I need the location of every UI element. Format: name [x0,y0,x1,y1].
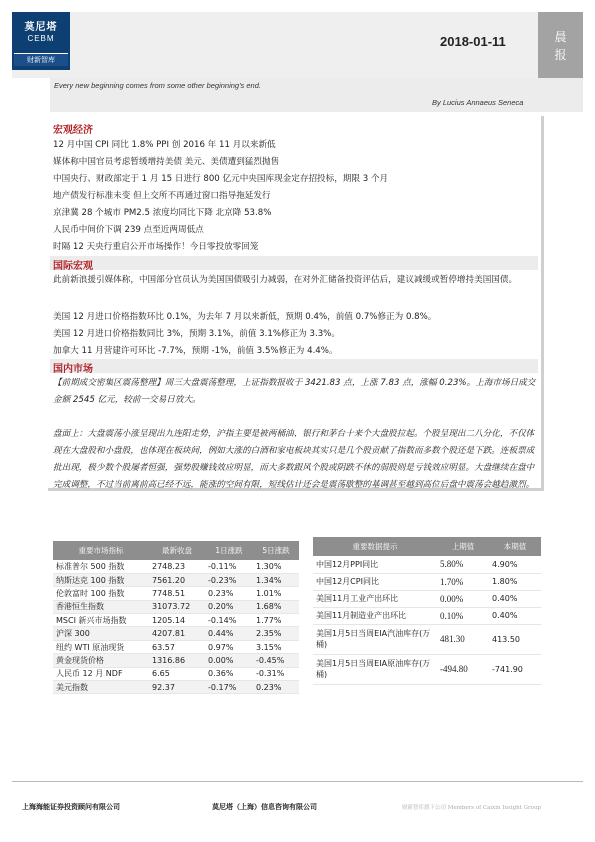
col-header: 上期值 [437,537,489,556]
table-row [53,627,299,640]
key-data-table [313,537,541,685]
cell: 0.40% [489,607,541,624]
table-row [313,590,541,607]
table-row [53,600,299,613]
footer-divider [12,781,583,782]
cell: 413.50 [489,624,541,654]
footer-company-mid: 莫尼塔（上海）信息咨询有限公司 [212,803,317,811]
macro-item: 中国央行、财政部定于 1 月 15 日进行 800 亿元中央国库现金定存招投标，期限 3 个月 [53,174,389,184]
col-header: 最新收盘 [149,541,205,560]
cell: -0.14% [205,614,253,627]
col-header: 1日涨跌 [205,541,253,560]
cell: 4207.81 [149,627,205,640]
market-indicators-table [53,541,299,694]
intl-paragraph: 此前新浪援引媒体称，中国部分官员认为美国国债吸引力减弱，在对外汇储备投资评估后，建议减缓或暂停增持美国国债。 [53,275,518,285]
cell: 1.68% [253,600,299,613]
cell: 纳斯达克 100 指数 [53,573,149,586]
cell: 美国1月5日当周EIA汽油库存(万桶) [313,624,437,654]
cell: 中国12月PPI同比 [313,556,437,573]
intl-item: 美国 12 月进口价格指数同比 3%，预期 3.1%，前值 3.1%修正为 3.3%。 [53,329,340,339]
table-header-row [53,541,299,560]
logo-sub: 财新智库 [14,53,68,66]
table-row [53,573,299,586]
cell: 4.90% [489,556,541,573]
cell: 中国12月CPI同比 [313,573,437,590]
cell: 0.44% [205,627,253,640]
cell: 7748.51 [149,587,205,600]
cell: 1.01% [253,587,299,600]
macro-item: 地产债发行标准未变 但上交所不再通过窗口指导拖延发行 [53,191,271,201]
cell: 1.77% [253,614,299,627]
cell: 6.65 [149,667,205,680]
cell: 2748.23 [149,560,205,573]
cell: -0.31% [253,667,299,680]
cell: -0.17% [205,681,253,694]
cell: 0.00% [205,654,253,667]
cell: 0.36% [205,667,253,680]
cell: 黄金现货价格 [53,654,149,667]
quote-text: Every new beginning comes from some other beginning's end. [54,81,261,90]
cell: 1205.14 [149,614,205,627]
table-row [53,560,299,573]
table-row [53,587,299,600]
cell: 5.80% [437,556,489,573]
domestic-paragraph-1: 【前期成交密集区震荡整理】周三大盘震荡整理，上证指数报收于 3421.83 点，上涨 7.83 点，涨幅 0.23%。上海市场日成交金额 2545 亿元，较前一交易日放大。 [53,378,536,405]
table-row [53,640,299,653]
intl-item: 美国 12 月进口价格指数环比 0.1%，为去年 7 月以来新低，预期 0.4%，前值 0.7%修正为 0.8%。 [53,312,437,322]
cell: -741.90 [489,654,541,684]
cell: -494.80 [437,654,489,684]
cell: 481.30 [437,624,489,654]
cell: 美国11月制造业产出环比 [313,607,437,624]
logo-en: CEBM [27,34,55,43]
table-row [313,573,541,590]
table-row [313,624,541,654]
cell: 标准普尔 500 指数 [53,560,149,573]
cell: 0.97% [205,640,253,653]
cell: 美元指数 [53,681,149,694]
table-row [53,681,299,694]
table-row [53,614,299,627]
cell: 1.34% [253,573,299,586]
cell: 2.35% [253,627,299,640]
cell: 伦敦富时 100 指数 [53,587,149,600]
section-title-intl: 国际宏观 [53,261,93,272]
cell: 0.23% [205,587,253,600]
cell: 人民币 12 月 NDF [53,667,149,680]
cell: 1.70% [437,573,489,590]
col-header: 重要市场指标 [53,541,149,560]
cell: 0.40% [489,590,541,607]
cell: 1.30% [253,560,299,573]
tag-line2: 报 [554,48,567,62]
cell: 1.80% [489,573,541,590]
cell: 美国1月5日当周EIA原油库存(万桶) [313,654,437,684]
col-header: 本期值 [489,537,541,556]
cell: 7561.20 [149,573,205,586]
tag-line1: 晨 [554,30,567,44]
domestic-paragraph-2: 盘面上：大盘震荡小涨呈现出九连阳走势，沪指主要是被两桶油、银行和茅台十来个大盘股拉起。个股呈现出二八分化，不仅体现在大盘股和小盘股，也体现在板块间，例如大涨的白酒和家电板块其实只是几个股贡献了指数而多数个股还是下跌。连板票成批出现，极少数个股屡者恒强，强势股赚钱效应明显，而大多数跟风个股或阴跌不休的弱股则是亏钱效应明显。大盘继续在盘中完成调整，不过当前离前高已经不远，能涨的空间有限，短线估计还会是震荡歇整的基调甚至越到高位后盘中震荡会越趋激烈。 [53,429,535,490]
section-bar [50,359,538,373]
cell: 0.20% [205,600,253,613]
cell: 0.23% [253,681,299,694]
macro-item: 人民币中间价下调 239 点至近两周低点 [53,225,204,235]
cell: 香港恒生指数 [53,600,149,613]
section-bar [50,256,538,270]
macro-item: 12 月中国 CPI 同比 1.8% PPI 创 2016 年 11 月以来新低 [53,140,276,150]
cell: 92.37 [149,681,205,694]
macro-item: 媒体称中国官员考虑暂缓增持美债 美元、美债遭到猛烈抛售 [53,157,280,167]
table-row [313,607,541,624]
col-header: 5日涨跌 [253,541,299,560]
cell: 纽约 WTI 原油现货 [53,640,149,653]
report-type-tag [538,12,583,78]
quote-author: By Lucius Annaeus Seneca [432,98,524,107]
cell: -0.11% [205,560,253,573]
cell: MSCI 新兴市场指数 [53,614,149,627]
macro-item: 京津冀 28 个城市 PM2.5 浓度均同比下降 北京降 53.8% [53,208,272,218]
section-title-macro: 宏观经济 [53,125,93,136]
cell: 0.00% [437,590,489,607]
table-row [53,654,299,667]
table-row [53,667,299,680]
macro-item: 时隔 12 天央行重启公开市场操作！今日零投放零回笼 [53,242,259,252]
cell: 沪深 300 [53,627,149,640]
cell: 63.57 [149,640,205,653]
table-row [313,556,541,573]
logo-cn: 莫尼塔 [24,22,58,33]
cebm-logo [12,12,70,70]
cell: 3.15% [253,640,299,653]
table-row [313,654,541,684]
footer-company-left: 上海海能证券投资顾问有限公司 [22,803,120,811]
cell: -0.23% [205,573,253,586]
cell: 31073.72 [149,600,205,613]
footer-group: 财新智库旗下公司 Members of Caixin Insight Group [402,805,542,811]
cell: 1316.86 [149,654,205,667]
cell: -0.45% [253,654,299,667]
cell: 0.10% [437,607,489,624]
report-date: 2018-01-11 [440,34,506,49]
section-title-domestic: 国内市场 [53,364,93,375]
col-header: 重要数据提示 [313,537,437,556]
cell: 美国11月工业产出环比 [313,590,437,607]
intl-item: 加拿大 11 月营建许可环比 -7.7%，预期 -1%，前值 3.5%修正为 4.4%。 [53,346,338,356]
table-header-row [313,537,541,556]
